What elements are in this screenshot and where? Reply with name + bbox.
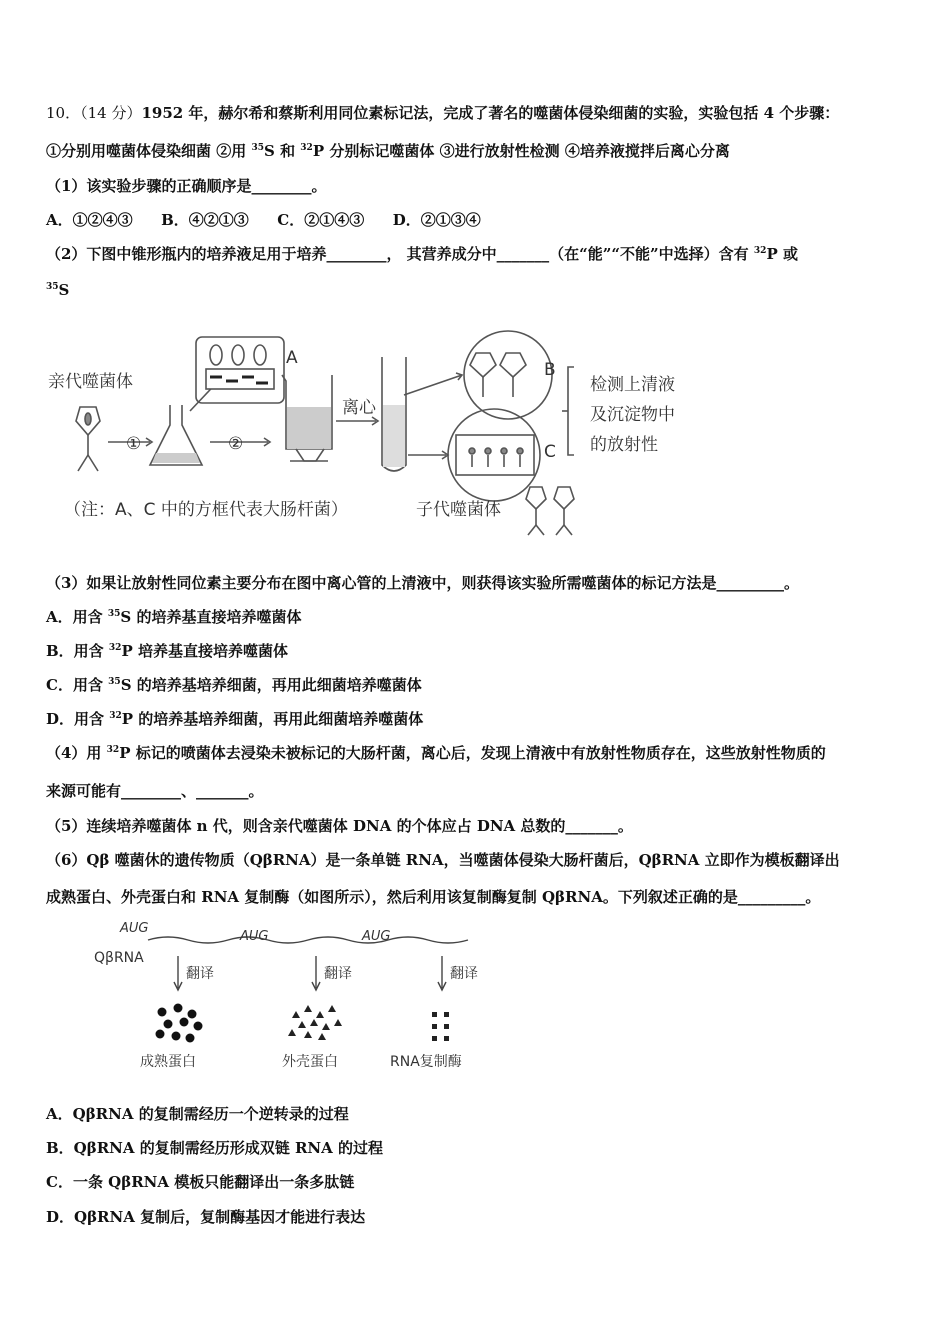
step-1: ①分别用噬菌体侵染细菌 bbox=[46, 142, 212, 160]
q2-line-1: （2）下图中锥形瓶内的培养液足用于培养________， 其营养成分中_______（在“能”“不能”中选择）含有 $^{32}$P 或 bbox=[46, 245, 798, 263]
q6-option-a[interactable]: A．QβRNA 的复制需经历一个逆转录的过程 bbox=[46, 1105, 349, 1123]
q6-line-2: 成熟蛋白、外壳蛋白和 RNA 复制酶（如图所示），然后利用该复制酶复制 QβRNA。下列叙述正确的是_________。 bbox=[46, 888, 821, 906]
offspring-label: 子代噬菌体 bbox=[416, 500, 501, 520]
translate-label-2: 翻译 bbox=[324, 966, 352, 982]
phage-experiment-figure bbox=[42, 325, 722, 540]
q5-prompt: （5）连续培养噬菌体 n 代，则含亲代噬菌体 DNA 的个体应占 DNA 总数的_______。 bbox=[46, 817, 633, 835]
detect-label-2: 及沉淀物中 bbox=[590, 405, 675, 425]
product-replicase: RNA复制酶 bbox=[390, 1054, 462, 1070]
q2-line-2: $^{35}$S bbox=[46, 281, 70, 299]
q6-line-1: （6）Qβ 噬菌休的遗传物质（QβRNA）是一条单链 RNA，当噬菌体侵染大肠杆菌后，QβRNA 立即作为模板翻译出 bbox=[46, 851, 840, 869]
qbeta-translation-figure bbox=[90, 918, 510, 1078]
question-steps bbox=[46, 140, 730, 161]
codon-3: AUG bbox=[362, 929, 391, 944]
flask-icon bbox=[150, 405, 202, 465]
label-a: A bbox=[286, 348, 298, 368]
label-c: C bbox=[544, 442, 556, 462]
q6-option-b[interactable]: B．QβRNA 的复制需经历形成双链 RNA 的过程 bbox=[46, 1139, 384, 1157]
rna-label: QβRNA bbox=[94, 950, 144, 966]
question-score: （14 分） bbox=[80, 104, 142, 122]
q6-option-d[interactable]: D．QβRNA 复制后，复制酶基因才能进行表达 bbox=[46, 1208, 366, 1226]
step-1-label: ① bbox=[126, 434, 142, 454]
translate-label-3: 翻译 bbox=[450, 966, 478, 982]
q1-option-d[interactable]: D．②①③④ bbox=[392, 211, 481, 229]
rna-strand bbox=[148, 937, 468, 943]
codon-1: AUG bbox=[120, 921, 149, 936]
mature-protein-dots bbox=[156, 1004, 203, 1043]
box-a-bacteria-icon bbox=[196, 337, 284, 403]
q6-option-c[interactable]: C．一条 QβRNA 模板只能翻译出一条多肽链 bbox=[46, 1173, 355, 1191]
question-stem-text: 1952 年，赫尔希和蔡斯利用同位素标记法，完成了著名的噬菌体侵染细菌的实验，实验包括 4 个步骤： bbox=[141, 104, 840, 122]
product-coat-protein: 外壳蛋白 bbox=[282, 1054, 338, 1070]
replicase-squares bbox=[432, 1012, 449, 1041]
figure-note: （注：A、C 中的方框代表大肠杆菌） bbox=[64, 500, 348, 520]
q3-option-c[interactable]: C．用含 $^{35}$S 的培养基培养细菌，再用此细菌培养噬菌体 bbox=[46, 676, 422, 694]
circle-c-bacteria bbox=[448, 409, 540, 501]
circle-b-phage-ghosts bbox=[464, 331, 552, 419]
step-4: ④培养液搅拌后离心分离 bbox=[564, 142, 730, 160]
q4-line-1: （4）用 $^{32}$P 标记的喷菌体去浸染未被标记的大肠杆菌，离心后，发现上清液中有放射性物质存在，这些放射性物质的 bbox=[46, 744, 826, 762]
step-2-label: ② bbox=[228, 434, 244, 454]
q1-options bbox=[46, 209, 481, 230]
q3-option-a[interactable]: A．用含 $^{35}$S 的培养基直接培养噬菌体 bbox=[46, 608, 302, 626]
translate-label-1: 翻译 bbox=[186, 966, 214, 982]
step-2: ②用 $^{35}$S 和 $^{32}$P 分别标记噬菌体 bbox=[216, 142, 435, 160]
codon-2: AUG bbox=[240, 929, 269, 944]
q1-option-a[interactable]: A．①②④③ bbox=[46, 211, 133, 229]
test-tube-icon bbox=[382, 357, 406, 471]
parent-phage-label: 亲代噬菌体 bbox=[48, 372, 133, 392]
question-stem bbox=[46, 102, 839, 123]
q3-prompt: （3）如果让放射性同位素主要分布在图中离心管的上清液中，则获得该实验所需噬菌体的标记方法是_________。 bbox=[46, 574, 799, 592]
detect-label-1: 检测上清液 bbox=[590, 375, 675, 395]
detect-label-3: 的放射性 bbox=[590, 435, 658, 455]
q3-option-d[interactable]: D．用含 $^{32}$P 的培养基培养细菌，再用此细菌培养噬菌体 bbox=[46, 710, 424, 728]
coat-protein-triangles bbox=[288, 1005, 342, 1040]
q3-option-b[interactable]: B．用含 $^{32}$P 培养基直接培养噬菌体 bbox=[46, 642, 288, 660]
step-3: ③进行放射性检测 bbox=[439, 142, 560, 160]
offspring-phage-icon bbox=[526, 487, 574, 535]
q1-option-b[interactable]: B．④②①③ bbox=[161, 211, 249, 229]
parent-phage-icon bbox=[76, 407, 100, 471]
q1-prompt: （1）该实验步骤的正确顺序是________。 bbox=[46, 177, 327, 195]
question-number: 10． bbox=[46, 104, 81, 122]
product-mature-protein: 成熟蛋白 bbox=[140, 1054, 196, 1070]
beaker-icon bbox=[282, 375, 332, 461]
label-b: B bbox=[544, 360, 556, 380]
q4-line-2: 来源可能有________、_______。 bbox=[46, 782, 264, 800]
centrifuge-label: 离心 bbox=[342, 398, 376, 418]
q1-option-c[interactable]: C．②①④③ bbox=[277, 211, 365, 229]
